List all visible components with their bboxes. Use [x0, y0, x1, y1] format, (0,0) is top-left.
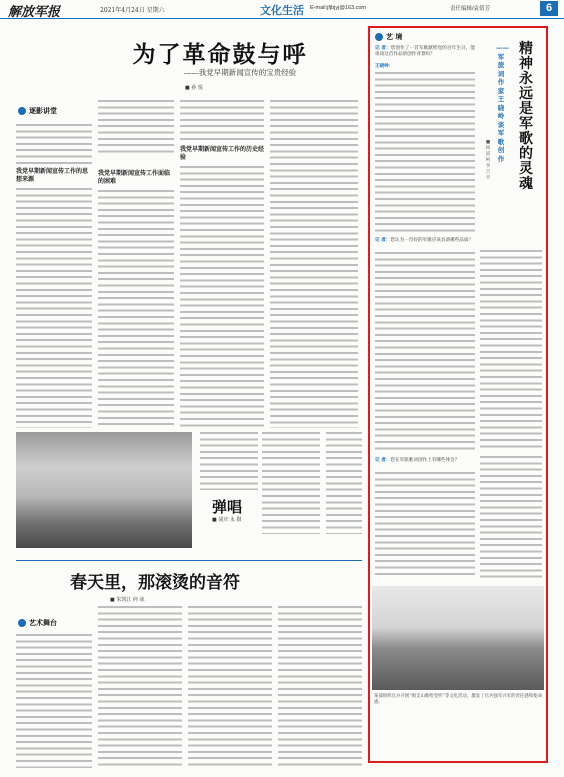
- interview-subtitle: ——军旅词作家王晓岭谈军歌创作: [496, 44, 509, 163]
- poem-lines-col1: [262, 432, 320, 534]
- spring-text-col4: [278, 606, 362, 768]
- article-text-col3-a: [180, 100, 264, 140]
- article-text-col4: [270, 100, 358, 428]
- badge-dot-icon: [18, 619, 26, 627]
- spring-article-title: 春天里，那滚烫的音符: [70, 573, 240, 593]
- masthead: [0, 0, 564, 19]
- photo-section-title: 弹唱: [212, 498, 243, 516]
- badge-dot-icon: [375, 33, 383, 41]
- poem-lines-col2: [326, 432, 362, 534]
- photo-byline: ■ 胡庆 永 摄: [212, 517, 242, 523]
- answer-2-lines-b: [480, 250, 542, 450]
- answer-3-lines-a: [375, 472, 475, 578]
- answer-3-lines-b: [480, 456, 542, 578]
- soldiers-photo: [16, 432, 192, 548]
- interview-badge: 艺 境: [375, 32, 402, 42]
- article-text-col2-a: [98, 100, 174, 156]
- interview-title: 精神永远是军歌的灵魂: [519, 41, 533, 192]
- spring-text-col2: [98, 606, 182, 768]
- responsible-editor: 责任编辑/袁倩芳: [450, 6, 491, 12]
- badge-dot-icon: [18, 107, 26, 115]
- article-text-col3-b: [180, 166, 264, 428]
- photo-caption-lines: [200, 432, 258, 490]
- question-1: 记 者：您创作了一首军歌献给党的百年生日，能谈谈这首作品的创作背景吗？: [375, 46, 475, 58]
- interview-byline: ■ 杨道 柯 李 吉 平: [485, 140, 491, 181]
- spring-text-col3: [188, 606, 272, 768]
- subhead-2: 我党早期新闻宣传工作面临的困难: [98, 170, 171, 185]
- band-photo: [372, 586, 544, 690]
- main-headline: 为了革命鼓与呼: [132, 41, 308, 68]
- spring-badge: 艺术舞台: [18, 618, 57, 628]
- contact-email: E-mail:jfjbjyj@163.com: [310, 5, 367, 11]
- subhead-1: 我党早期新闻宣传工作的思想来源: [16, 168, 89, 183]
- article-text-col2-b: [98, 190, 174, 428]
- main-byline: ■ 孙 悦: [185, 85, 203, 91]
- question-3: 记 者：您在军旅歌词创作上有哪些体会？: [375, 458, 460, 463]
- answer-1-lines: [375, 72, 475, 232]
- page-number: 6: [540, 1, 558, 16]
- main-subheadline: ——我党早期新闻宣传的宝贵经验: [183, 68, 297, 77]
- spring-article-byline: ■ 朱凯江 何 冰: [110, 597, 145, 603]
- spring-text-col1: [16, 634, 92, 768]
- question-2: 记 者：您认为一首好的军歌应该具备哪些品质？: [375, 238, 474, 243]
- article-text-col1-a: [16, 124, 92, 164]
- answer-1-label: 王晓岭：: [375, 64, 394, 69]
- band-photo-caption: 某部组织官兵开展“唱支山歌给党听”等文化活动，激发了官兵强军兴军的责任感和使命感。: [374, 694, 542, 705]
- issue-date: 2021年4月24日 星期六: [100, 7, 165, 14]
- newspaper-logo: 解放军报: [8, 5, 61, 20]
- section-divider: [16, 560, 362, 561]
- subhead-3: 我党早期新闻宣传工作的历史经验: [180, 146, 265, 161]
- answer-2-lines-a: [375, 252, 475, 452]
- section-title: 文化生活: [260, 5, 304, 17]
- article-text-col1-b: [16, 188, 92, 428]
- lead-badge: 逐影讲堂: [18, 106, 57, 116]
